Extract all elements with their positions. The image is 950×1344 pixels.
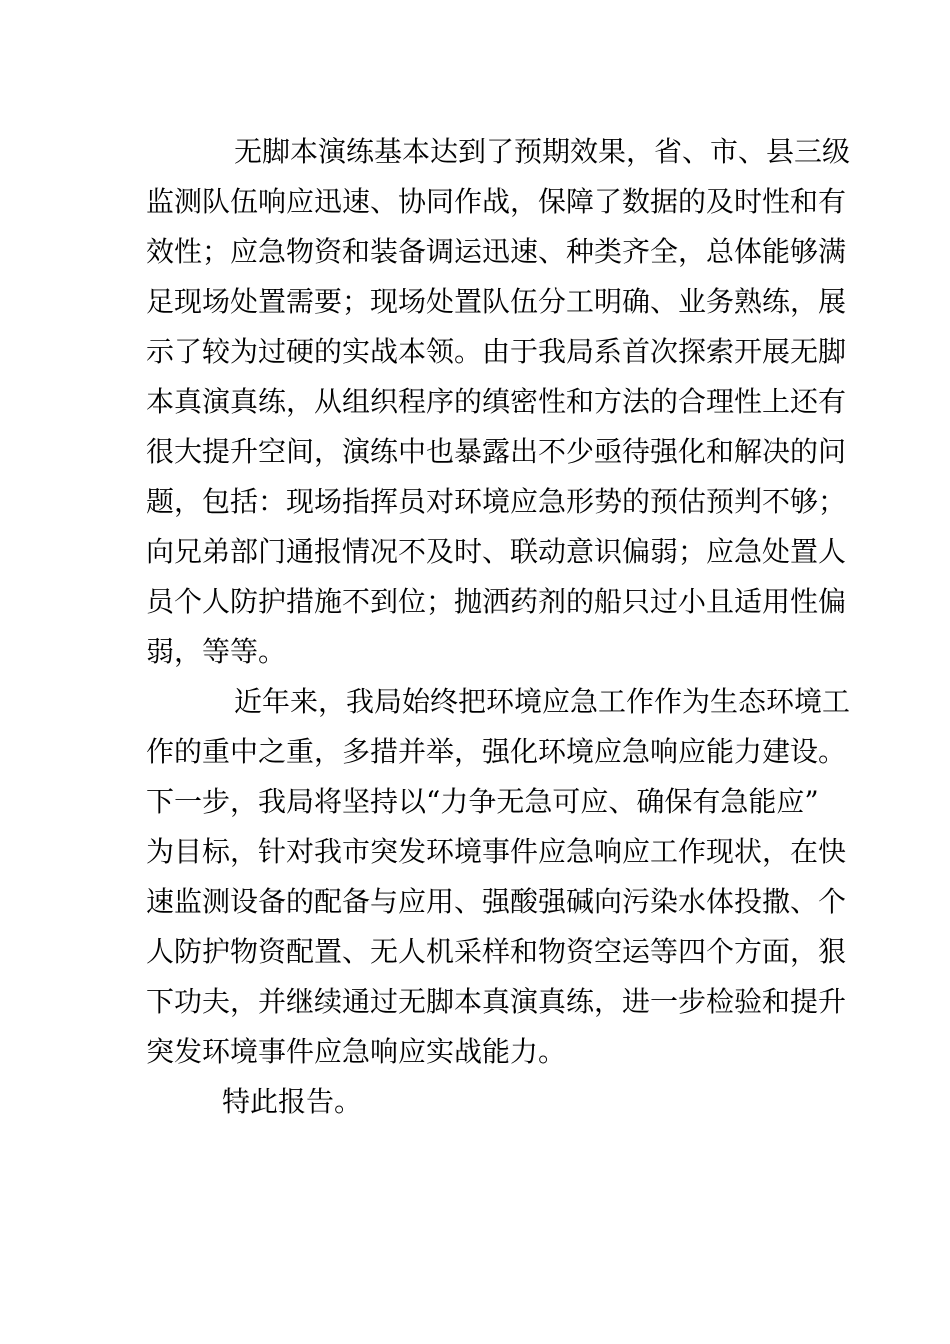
paragraph-1-line-4: 足现场处置需要；现场处置队伍分工明确、业务熟练，展 (146, 285, 847, 318)
paragraph-2-line-8: 突发环境事件应急响应实战能力。 (146, 1035, 567, 1068)
paragraph-2-line-4: 为目标，针对我市突发环境事件应急响应工作现状，在快 (146, 835, 847, 868)
paragraph-1-line-1: 无脚本演练基本达到了预期效果，省、市、县三级 (234, 135, 851, 168)
paragraph-1-line-7: 很大提升空间，演练中也暴露出不少亟待强化和解决的问 (146, 435, 847, 468)
paragraph-1-line-10: 员个人防护措施不到位；抛洒药剂的船只过小且适用性偏 (146, 585, 847, 618)
paragraph-1-line-8: 题，包括：现场指挥员对环境应急形势的预估预判不够； (146, 485, 847, 518)
paragraph-2-line-5: 速监测设备的配备与应用、强酸强碱向污染水体投撒、个 (146, 885, 847, 918)
paragraph-2-line-2: 作的重中之重，多措并举，强化环境应急响应能力建设。 (146, 735, 847, 768)
paragraph-2-line-3: 下一步，我局将坚持以“力争无急可应、确保有急能应” (146, 785, 819, 818)
paragraph-3-line-1: 特此报告。 (222, 1085, 363, 1118)
paragraph-1-line-2: 监测队伍响应迅速、协同作战，保障了数据的及时性和有 (146, 185, 847, 218)
paragraph-1-line-9: 向兄弟部门通报情况不及时、联动意识偏弱；应急处置人 (146, 535, 847, 568)
paragraph-2-line-7: 下功夫，并继续通过无脚本真演真练，进一步检验和提升 (146, 985, 847, 1018)
paragraph-1-line-3: 效性；应急物资和装备调运迅速、种类齐全，总体能够满 (146, 235, 847, 268)
paragraph-1-line-11: 弱，等等。 (146, 635, 287, 668)
paragraph-2-line-1: 近年来，我局始终把环境应急工作作为生态环境工 (234, 685, 851, 718)
paragraph-1-line-5: 示了较为过硬的实战本领。由于我局系首次探索开展无脚 (146, 335, 847, 368)
paragraph-1-line-6: 本真演真练，从组织程序的缜密性和方法的合理性上还有 (146, 385, 847, 418)
paragraph-2-line-6: 人防护物资配置、无人机采样和物资空运等四个方面，狠 (146, 935, 847, 968)
